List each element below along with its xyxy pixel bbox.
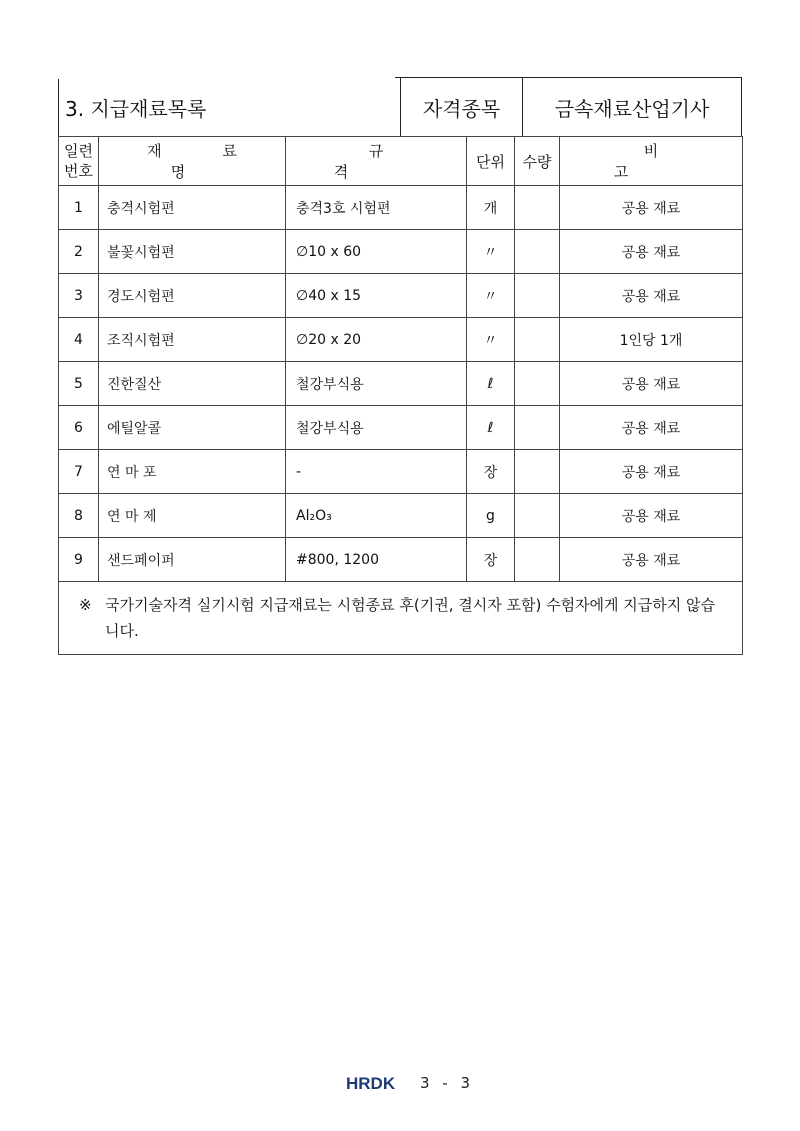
row-name: 조직시험편 — [99, 318, 286, 362]
materials-table — [58, 136, 743, 655]
row-qty — [515, 362, 560, 406]
row-unit: ℓ — [467, 362, 515, 406]
row-spec: 철강부식용 — [286, 362, 467, 406]
row-note: 공용 재료 — [560, 538, 743, 582]
row-name: 경도시험편 — [99, 274, 286, 318]
column-header-name-text: 재 료 명 — [147, 142, 265, 181]
table-row — [59, 494, 743, 538]
table-row — [59, 362, 743, 406]
row-name: 에틸알콜 — [99, 406, 286, 450]
page-title: 3. 지급재료목록 — [65, 97, 207, 121]
row-no: 3 — [59, 274, 99, 318]
row-unit: g — [467, 494, 515, 538]
row-name: 충격시험편 — [99, 186, 286, 230]
row-qty — [515, 230, 560, 274]
table-row — [59, 450, 743, 494]
row-name: 진한질산 — [99, 362, 286, 406]
row-no: 2 — [59, 230, 99, 274]
notice-mark: ※ — [79, 596, 92, 614]
row-no: 1 — [59, 186, 99, 230]
notice-text: 국가기술자격 실기시험 지급재료는 시험종료 후(기권, 결시자 포함) 수험자에게 지급하지 않습니다. — [105, 596, 716, 640]
column-header-no-line2: 번호 — [64, 162, 93, 180]
row-spec: #800, 1200 — [286, 538, 467, 582]
row-note: 공용 재료 — [560, 274, 743, 318]
row-unit: 개 — [467, 186, 515, 230]
table-row — [59, 186, 743, 230]
column-header-no — [59, 137, 99, 186]
qualification-value: 금속재료산업기사 — [554, 97, 710, 121]
row-unit: 〃 — [467, 318, 515, 362]
row-no: 9 — [59, 538, 99, 582]
row-no: 8 — [59, 494, 99, 538]
row-note: 공용 재료 — [560, 362, 743, 406]
column-header-spec — [286, 137, 467, 186]
row-unit: 장 — [467, 538, 515, 582]
row-no: 7 — [59, 450, 99, 494]
row-name: 불꽃시험편 — [99, 230, 286, 274]
row-note: 공용 재료 — [560, 450, 743, 494]
row-no: 4 — [59, 318, 99, 362]
row-unit: 〃 — [467, 274, 515, 318]
row-note: 공용 재료 — [560, 406, 743, 450]
row-note: 공용 재료 — [560, 494, 743, 538]
table-row — [59, 318, 743, 362]
footer — [346, 1074, 474, 1092]
row-unit: 장 — [467, 450, 515, 494]
table-row — [59, 230, 743, 274]
row-no: 6 — [59, 406, 99, 450]
row-qty — [515, 318, 560, 362]
page-number: 3 - 3 — [420, 1074, 475, 1092]
row-note: 공용 재료 — [560, 230, 743, 274]
row-spec: - — [286, 450, 467, 494]
row-spec: ∅40 x 15 — [286, 274, 467, 318]
row-no: 5 — [59, 362, 99, 406]
row-qty — [515, 494, 560, 538]
column-header-spec-text: 규 격 — [333, 142, 454, 181]
title-top-mask — [58, 76, 395, 79]
column-header-qty: 수량 — [515, 137, 560, 186]
note-cell — [59, 582, 743, 655]
table-row — [59, 538, 743, 582]
row-name: 샌드페이퍼 — [99, 538, 286, 582]
column-header-note-text: 비 고 — [613, 142, 719, 181]
table-row — [59, 406, 743, 450]
row-note: 공용 재료 — [560, 186, 743, 230]
row-name: 연 마 포 — [99, 450, 286, 494]
row-qty — [515, 450, 560, 494]
column-header-name — [99, 137, 286, 186]
table-row — [59, 274, 743, 318]
table-header-row — [59, 137, 743, 186]
header-bar — [58, 77, 742, 137]
column-header-unit: 단위 — [467, 137, 515, 186]
row-spec: ∅20 x 20 — [286, 318, 467, 362]
row-unit: 〃 — [467, 230, 515, 274]
row-qty — [515, 406, 560, 450]
notice — [79, 592, 728, 644]
hrdk-logo — [346, 1074, 408, 1092]
row-qty — [515, 186, 560, 230]
row-qty — [515, 274, 560, 318]
row-qty — [515, 538, 560, 582]
note-row — [59, 582, 743, 655]
row-unit: ℓ — [467, 406, 515, 450]
column-header-note — [560, 137, 743, 186]
row-spec: Al₂O₃ — [286, 494, 467, 538]
row-name: 연 마 제 — [99, 494, 286, 538]
row-spec: 충격3호 시험편 — [286, 186, 467, 230]
row-note: 1인당 1개 — [560, 318, 743, 362]
row-spec: 철강부식용 — [286, 406, 467, 450]
hrdk-logo-text: HRDK — [346, 1074, 396, 1092]
row-spec: ∅10 x 60 — [286, 230, 467, 274]
qualification-label: 자격종목 — [400, 78, 523, 137]
column-header-no-line1: 일련 — [64, 142, 93, 160]
